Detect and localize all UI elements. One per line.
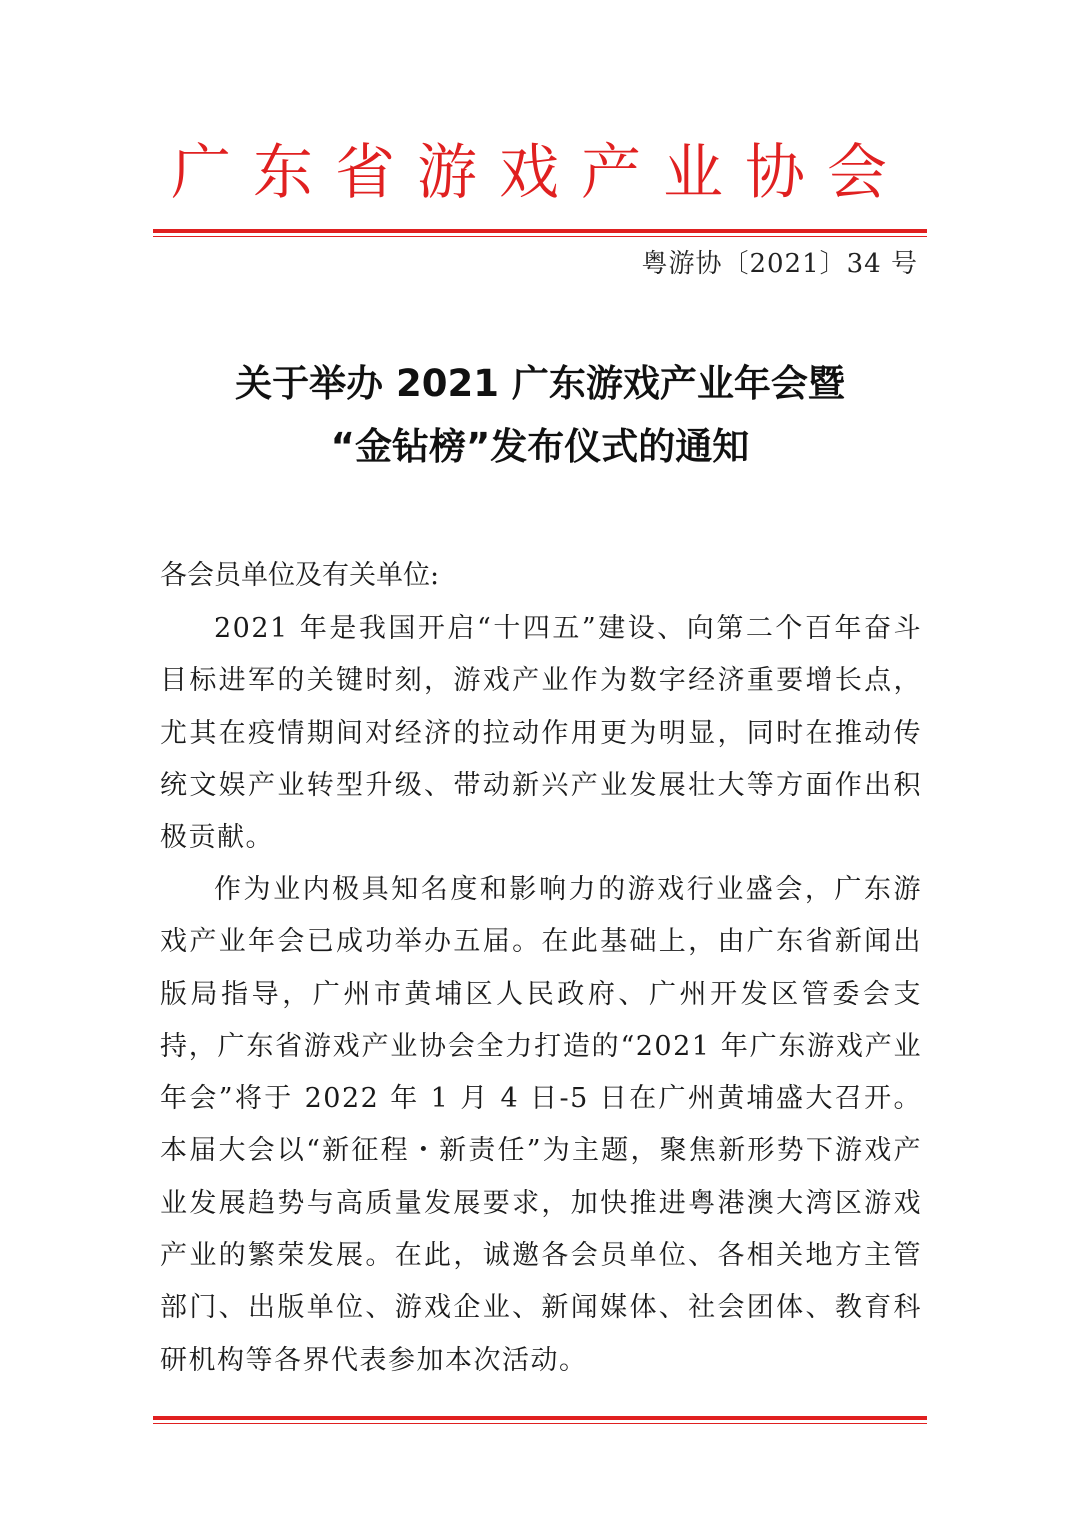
body-paragraph-2: 作为业内极具知名度和影响力的游戏行业盛会，广东游戏产业年会已成功举办五届。在此基础上，由广东省新闻出版局指导，广州市黄埔区人民政府、广州开发区管委会支持，广东省游戏产业协会全力打造的“2021 年广东游戏产业年会”将于 2022 年 1 月 4 日-5 日在广州黄埔盛大召开。本届大会以“新征程・新责任”为主题，聚焦新形势下游戏产业发展趋势与高质量发展要求，加快推进粤港澳大湾区游戏产业的繁荣发展。在此，诚邀各会员单位、各相关地方主管部门、出版单位、游戏企业、新闻媒体、社会团体、教育科研机构等各界代表参加本次活动。 [160,874,922,1376]
divider-thick-line [153,229,927,233]
body-paragraph-1: 2021 年是我国开启“十四五”建设、向第二个百年奋斗目标进军的关键时刻，游戏产业作为数字经济重要增长点，尤其在疫情期间对经济的拉动作用更为明显，同时在推动传统文娱产业转型升级、带动新兴产业发展壮大等方面作出积极贡献。 [160,613,922,854]
footer-divider-thin-line [153,1423,927,1424]
letterhead-org-name: 广东省游戏产业协会 [171,138,909,208]
footer-divider [153,1416,927,1424]
divider-thin-line [153,236,927,237]
document-title-line-1: 关于举办 2021 广东游戏产业年会暨 [235,362,845,405]
salutation: 各会员单位及有关单位: [160,560,440,591]
document-number: 粤游协〔2021〕34 号 [641,249,918,279]
document-title-line-2: “金钻榜”发布仪式的通知 [330,425,750,468]
letterhead-divider [153,229,927,237]
footer-divider-thick-line [153,1416,927,1420]
